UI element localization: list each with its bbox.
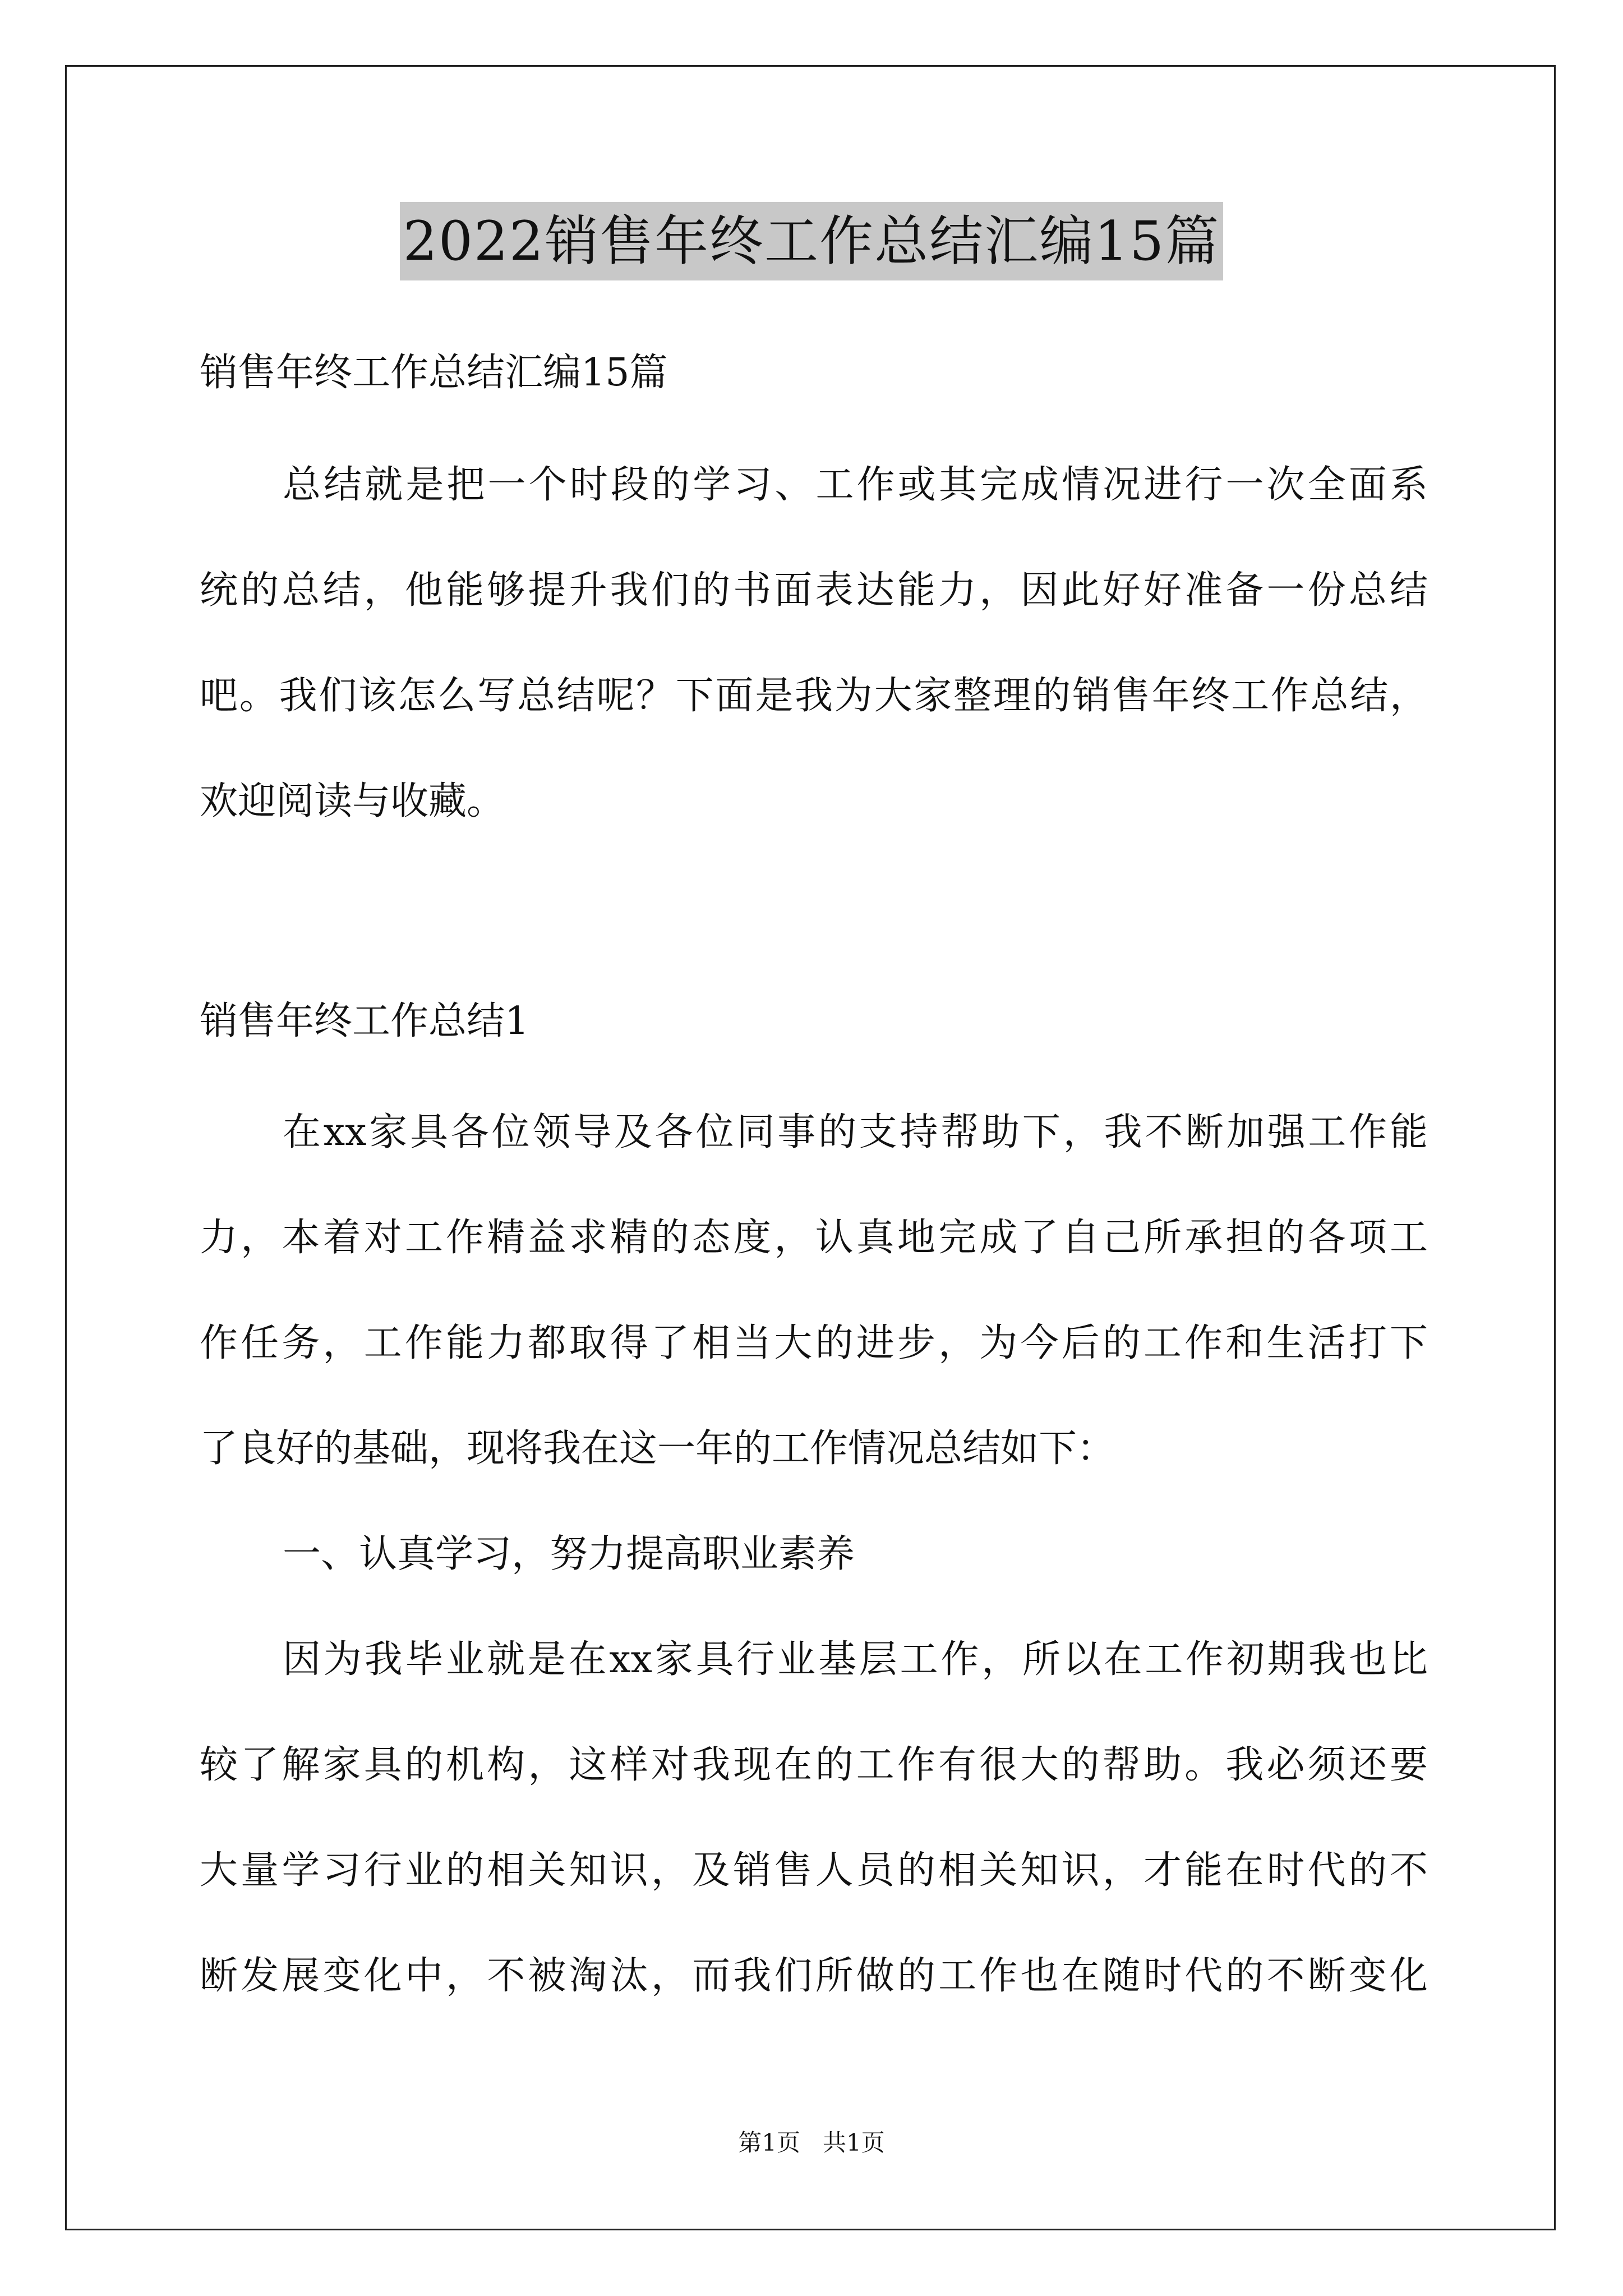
body-line: 吧。我们该怎么写总结呢？下面是我为大家整理的销售年终工作总结，	[200, 674, 1428, 718]
body-line: 欢迎阅读与收藏。	[200, 779, 505, 823]
subtitle-line: 销售年终工作总结汇编15篇	[200, 351, 668, 395]
title-container	[0, 202, 1623, 280]
page-footer: 第1页 共1页	[738, 2129, 885, 2156]
body-line: 大量学习行业的相关知识，及销售人员的相关知识，才能在时代的不	[200, 1848, 1428, 1893]
body-line: 统的总结，他能够提升我们的书面表达能力，因此好好准备一份总结	[200, 568, 1428, 613]
body-line: 作任务，工作能力都取得了相当大的进步，为今后的工作和生活打下	[200, 1321, 1428, 1365]
body-line: 因为我毕业就是在xx家具行业基层工作，所以在工作初期我也比	[283, 1637, 1428, 1682]
body-line: 在xx家具各位领导及各位同事的支持帮助下，我不断加强工作能	[283, 1110, 1428, 1154]
section-heading: 销售年终工作总结1	[200, 999, 529, 1043]
body-line: 了良好的基础，现将我在这一年的工作情况总结如下：	[200, 1427, 1115, 1471]
body-line: 断发展变化中，不被淘汰，而我们所做的工作也在随时代的不断变化	[200, 1954, 1428, 1998]
document-title: 2022销售年终工作总结汇编15篇	[400, 202, 1223, 280]
body-line: 力，本着对工作精益求精的态度，认真地完成了自己所承担的各项工	[200, 1216, 1428, 1260]
subsection-heading: 一、认真学习，努力提高职业素养	[283, 1532, 855, 1576]
body-line: 较了解家具的机构，这样对我现在的工作有很大的帮助。我必须还要	[200, 1743, 1428, 1787]
body-line: 总结就是把一个时段的学习、工作或其完成情况进行一次全面系	[283, 463, 1428, 507]
